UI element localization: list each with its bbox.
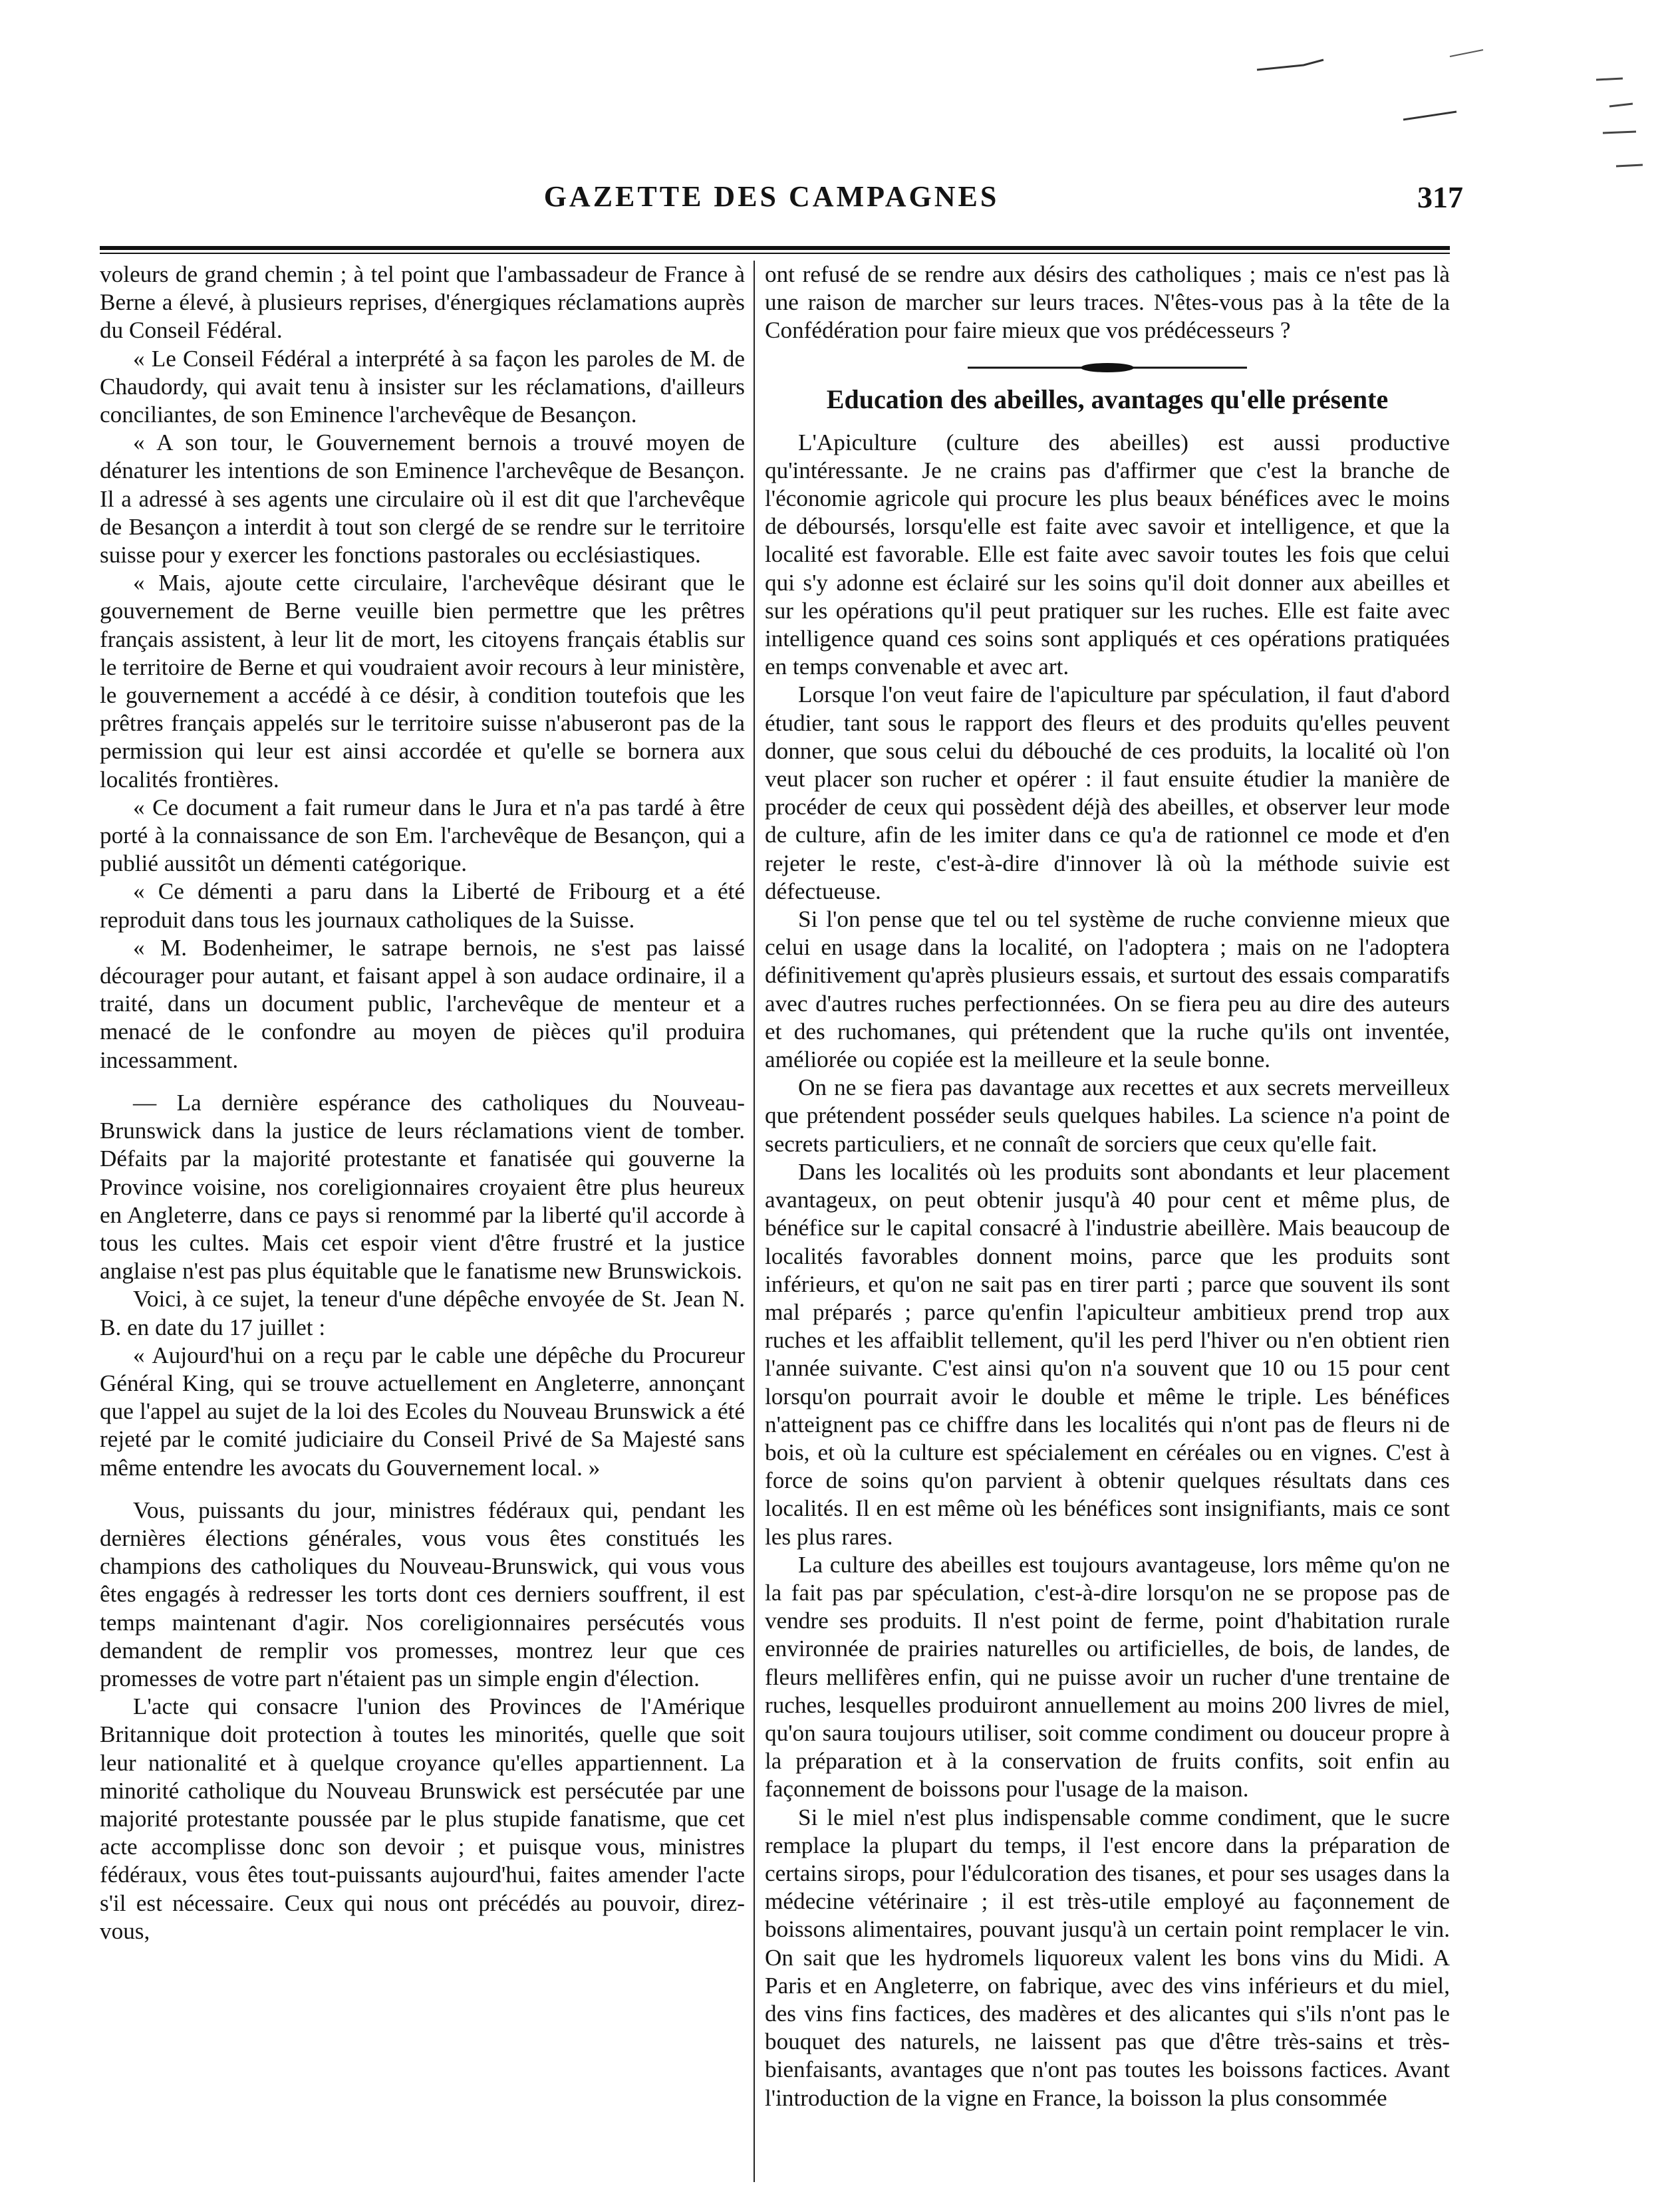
page-number: 317 xyxy=(1417,180,1463,214)
paragraph: « Aujourd'hui on a reçu par le cable une dépêche du Procureur Général King, qui se trouve actuellement en Angleterre, annonçant que l'appel au sujet de la loi des Ecoles du Nouveau Brunswick a été rejeté par le comité judiciaire du Conseil Privé de Sa Majesté sans même entendre les avocats du Gouvernement local. » xyxy=(100,1342,745,1481)
paragraph: « Ce document a fait rumeur dans le Jura et n'a pas tardé à être porté à la connaissance de son Em. l'archevêque de Besançon, qui a publié aussitôt un démenti catégorique. xyxy=(100,794,745,877)
paragraph: Voici, à ce sujet, la teneur d'une dépêche envoyée de St. Jean N. B. en date du 17 juillet : xyxy=(100,1286,745,1340)
paragraph: L'Apiculture (culture des abeilles) est aussi productive qu'intéressante. Je ne crains pas d'affirmer que c'est la branche de l'économie agricole qui procure les plus beaux bénéfices avec le moins de déboursés, lorsqu'elle est faite avec savoir et intelligence, et que la localité est favorable. Elle est faite avec savoir toutes les fois que celui qui s'y adonne est éclairé sur les soins qu'il doit donner aux abeilles et sur les opérations qu'il peut pratiquer sur les ruches. Elle est faite avec intelligence quand ces soins sont appliqués et ces opérations pratiquées en temps convenable et avec art. xyxy=(765,429,1450,680)
publication-title: GAZETTE DES CAMPAGNES xyxy=(543,180,1000,213)
paragraph: Dans les localités où les produits sont abondants et leur placement avantageux, on peut obtenir jusqu'à 40 pour cent et même plus, de bénéfice sur le capital consacré à l'industrie abeillère. Mais beaucoup de localités favorables donnent moins, parce que les produits sont inférieurs, et qu'on ne sait pas en tirer parti ; parce que souvent ils sont mal préparés ; parce qu'enfin l'apiculteur ambitieux prend trop aux ruches et les affaiblit tellement, qu'il les perd l'hiver ou n'en obtient rien l'année suivante. C'est ainsi qu'on n'a souvent que 10 ou 15 pour cent lorsqu'on pourrait avoir le double et même le triple. Les bénéfices n'atteignent pas ce chiffre dans les localités qui n'ont pas de fleurs ni de bois, et où la culture est spécialement en céréales ou en vignes. C'est à force de soins qu'on parvient à obtenir quelques résultats dans ces localités. Il en est même où les bénéfices sont insignifiants, mais ce sont les plus rares. xyxy=(765,1158,1450,1550)
header-rule-thin xyxy=(100,253,1450,254)
paragraph: « Ce démenti a paru dans la Liberté de Fribourg et a été reproduit dans tous les journaux catholiques de la Suisse. xyxy=(100,878,745,933)
paragraph: voleurs de grand chemin ; à tel point que l'ambassadeur de France à Berne a élevé, à plusieurs reprises, d'énergiques réclamations auprès du Conseil Fédéral. xyxy=(100,261,745,344)
running-head xyxy=(93,180,1463,226)
paragraph: « A son tour, le Gouvernement bernois a trouvé moyen de dénaturer les intentions de son Eminence l'archevêque de Besançon. Il a adressé à ses agents une circulaire où il est dit que l'archevêque de Besançon a interdit à tout son clergé de se rendre sur le territoire suisse pour y exercer les fonctions pastorales ou ecclésiastiques. xyxy=(100,430,745,568)
paragraph: Vous, puissants du jour, ministres fédéraux qui, pendant les dernières élections générales, vous vous êtes constitués les champions des catholiques du Nouveau-Brunswick, qui vous vous êtes engagés à redresser les torts dont ces derniers souffrent, il est temps maintenant d'agir. Nos coreligionnaires persécutés vous demandent de remplir vos promesses, montrez leur que ces promesses de votre part n'étaient pas un simple engin d'élection. xyxy=(100,1497,745,1691)
paragraph: « Mais, ajoute cette circulaire, l'archevêque désirant que le gouvernement de Berne veuille bien permettre que les prêtres français assistent, à leur lit de mort, les citoyens français établis sur le territoire de Berne et qui voudraient avoir recours à leur ministère, le gouvernement a accédé à ce désir, à condition toutefois que les prêtres français appelés sur le territoire suisse n'abuseront pas de la permission qui leur est ainsi accordée et qu'elle se bornera aux localités frontières. xyxy=(100,570,745,793)
paragraph: Lorsque l'on veut faire de l'apiculture par spéculation, il faut d'abord étudier, tant sous le rapport des fleurs et des produits qu'elles peuvent donner, que sous celui du débouché de ces produits, la localité où l'on veut placer son rucher et opérer : il faut ensuite étudier la manière de procéder de ceux qui possèdent déjà des abeilles, et observer leur mode de culture, afin de les imiter dans ce qu'a de rationnel ce mode et d'en rejeter le reste, c'est-à-dire d'innover là où la méthode suivie est défectueuse. xyxy=(765,681,1450,904)
margin-pen-marks xyxy=(1250,40,1649,186)
paragraph: L'acte qui consacre l'union des Provinces de l'Amérique Britannique doit protection à toutes les minorités, quelle que soit leur nationalité et à quelque croyance qu'elles appartiennent. La minorité catholique du Nouveau Brunswick est persécutée par une majorité protestante poussée par le plus stupide fanatisme, que cet acte accomplisse donc son devoir ; et puisque vous, ministres fédéraux, vous êtes tout-puissants aujourd'hui, faites amender l'acte s'il est nécessaire. Ceux qui nous ont précédés au pouvoir, direz-vous, xyxy=(100,1693,745,1944)
paragraph: — La dernière espérance des catholiques du Nouveau-Brunswick dans la justice de leurs réclamations vient de tomber. Défaits par la majorité protestante et fanatisée qui gouverne la Province voisine, nos coreligionnaires croyaient être plus heureux en Angleterre, dans ce pays si renommé par la liberté qu'il accorde à tous les cultes. Mais cet espoir vient d'être frustré et la justice anglaise n'est pas plus équitable que le fanatisme new Brunswickois. xyxy=(100,1089,745,1285)
section-title: Education des abeilles, avantages qu'elle présente xyxy=(826,384,1389,414)
left-column xyxy=(100,261,745,2182)
paragraph: « Le Conseil Fédéral a interprété à sa façon les paroles de M. de Chaudordy, qui avait tenu à insister sur les réclamations, d'ailleurs conciliantes, de son Eminence l'archevêque de Besançon. xyxy=(100,345,745,428)
right-column xyxy=(765,261,1450,2182)
paragraph: Si le miel n'est plus indispensable comme condiment, que le sucre remplace la plupart du temps, il l'est encore dans la préparation de certains sirops, pour l'édulcoration des tisanes, et pour ses usages dans la médecine vétérinaire ; il est très-utile employé au façonnement de boissons alimentaires, pouvant jusqu'à un certain point remplacer le vin. On sait que les hydromels liquoreux valent les bons vins du Midi. A Paris et en Angleterre, on fabrique, avec des vins inférieurs et du miel, des vins fins factices, des madères et des alicantes qui s'ils n'ont pas le bouquet des naturels, ne laissent pas que d'être très-sains et très-bienfaisants, avantages que n'ont pas toutes les boissons factices. Avant l'introduction de la vigne en France, la boisson la plus consommée xyxy=(765,1804,1450,2111)
paragraph-continuation: ont refusé de se rendre aux désirs des catholiques ; mais ce n'est pas là une raison de marcher sur leurs traces. N'êtes-vous pas à la tête de la Confédération pour faire mieux que vos prédécesseurs ? xyxy=(765,261,1450,344)
header-rule xyxy=(100,246,1450,250)
section-divider-ornament xyxy=(968,361,1247,374)
paragraph: On ne se fiera pas davantage aux recettes et aux secrets merveilleux que prétendent posséder seuls quelques habiles. La science n'a point de secrets particuliers, et ne connaît de sorciers que ceux qu'elle fait. xyxy=(765,1074,1450,1157)
column-rule xyxy=(754,261,755,2182)
paragraph: « M. Bodenheimer, le satrape bernois, ne s'est pas laissé décourager pour autant, et faisant appel à son audace ordinaire, il a traité, dans un document public, l'archevêque de menteur et a menacé de le confondre au moyen de pièces qu'il produira incessamment. xyxy=(100,934,745,1073)
paragraph: La culture des abeilles est toujours avantageuse, lors même qu'on ne la fait pas par spéculation, c'est-à-dire lorsqu'on ne se propose pas de vendre ses produits. Il n'est point de ferme, point d'habitation rurale environnée de prairies naturelles ou artificielles, de bois, de landes, de fleurs mellifères enfin, qui ne puisse avoir un rucher d'une trentaine de ruches, lesquelles produiront annuellement au moins 200 livres de miel, qu'on saura toujours utiliser, soit comme condiment ou douceur propre à la préparation et à la conservation de fruits confits, soit enfin au façonnement de boissons pour l'usage de la maison. xyxy=(765,1551,1450,1802)
paragraph: Si l'on pense que tel ou tel système de ruche convienne mieux que celui en usage dans la localité, on l'adoptera ; mais on ne l'adoptera définitivement qu'après plusieurs essais, et surtout des essais comparatifs avec d'autres ruches perfectionnées. On se fiera peu au dire des auteurs et des ruchomanes, qui prétendent que la ruche qu'ils ont inventée, améliorée ou copiée est la meilleure et la seule bonne. xyxy=(765,906,1450,1073)
